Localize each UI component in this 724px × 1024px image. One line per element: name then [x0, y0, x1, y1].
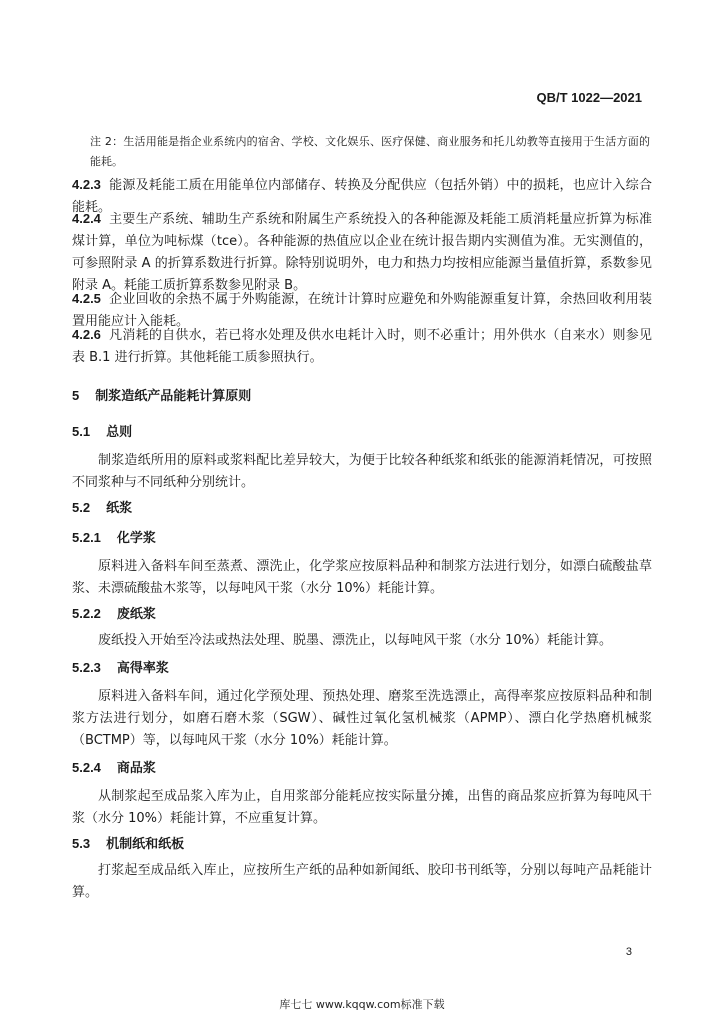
section-5-2-4-text: 从制浆起至成品浆入库为止，自用浆部分能耗应按实际量分摊，出售的商品浆应折算为每吨风干浆（水分 10%）耗能计算，不应重复计算。 [72, 789, 652, 826]
clause-number: 4.2.4 [72, 211, 101, 226]
section-5-1-heading [72, 422, 132, 443]
section-title: 总则 [106, 425, 133, 440]
clause-text: 凡消耗的自供水，若已将水处理及供水电耗计入时，则不必重计；用外供水（自来水）则参见表 B.1 进行折算。其他耗能工质参照执行。 [72, 328, 652, 365]
page-number: 3 [625, 946, 632, 958]
section-5-2-3-heading [72, 658, 169, 679]
section-number: 5.2.1 [72, 530, 101, 545]
section-number: 5.1 [72, 424, 91, 439]
section-title: 废纸浆 [116, 607, 156, 622]
standard-code: QB/T 1022—2021 [536, 90, 642, 105]
section-title: 商品浆 [116, 761, 156, 776]
clause-number: 4.2.6 [72, 327, 101, 342]
section-5-2-heading [72, 498, 132, 519]
clause-number: 4.2.5 [72, 291, 101, 306]
section-5-3-heading [72, 834, 184, 855]
section-5-2-2-text: 废纸投入开始至冷法或热法处理、脱墨、漂洗止，以每吨风干浆（水分 10%）耗能计算。 [98, 633, 613, 648]
section-number: 5.3 [72, 836, 91, 851]
section-title: 高得率浆 [116, 661, 169, 676]
section-title: 制浆造纸产品能耗计算原则 [95, 389, 252, 404]
clause-number: 4.2.3 [72, 177, 101, 192]
section-title: 化学浆 [116, 531, 156, 546]
clause-text: 能源及耗能工质在用能单位内部储存、转换及分配供应（包括外销）中的损耗，也应计入综合能耗。 [72, 178, 652, 215]
section-5-2-3-text: 原料进入备料车间，通过化学预处理、预热处理、磨浆至洗选漂止，高得率浆应按原料品种和制浆方法进行划分，如磨石磨木浆（SGW）、碱性过氧化氢机械浆（APMP）、漂白化学热磨机械浆（BCTMP）等，以每吨风干浆（水分 10%）耗能计算。 [72, 689, 652, 748]
footer-watermark: 库七七 www.kqqw.com标准下载 [279, 998, 445, 1011]
section-number: 5.2.4 [72, 760, 101, 775]
section-5-heading [72, 386, 251, 407]
clause-4-2-4 [72, 208, 652, 297]
section-number: 5 [72, 388, 80, 403]
section-number: 5.2.2 [72, 606, 101, 621]
section-title: 机制纸和纸板 [106, 837, 185, 852]
section-number: 5.2 [72, 500, 91, 515]
section-number: 5.2.3 [72, 660, 101, 675]
clause-text: 主要生产系统、辅助生产系统和附属生产系统投入的各种能源及耗能工质消耗量应折算为标准煤计算，单位为吨标煤（tce）。各种能源的热值应以企业在统计报告期内实测值为准。无实测值的，可参照附录 A 的折算系数进行折算。除特别说明外，电力和热力均按相应能源当量值折算，系数参见附录 A。耗能工质折算系数参见附录 B。 [72, 212, 652, 293]
clause-text: 企业回收的余热不属于外购能源，在统计计算时应避免和外购能源重复计算，余热回收利用装置用能应计入能耗。 [72, 292, 652, 329]
section-5-2-2-heading [72, 604, 156, 625]
section-5-2-1-text: 原料进入备料车间至蒸煮、漂洗止，化学浆应按原料品种和制浆方法进行划分，如漂白硫酸盐草浆、未漂硫酸盐木浆等，以每吨风干浆（水分 10%）耗能计算。 [72, 559, 652, 596]
note-text: 生活用能是指企业系统内的宿舍、学校、文化娱乐、医疗保健、商业服务和托儿幼教等直接用于生活方面的能耗。 [90, 135, 651, 168]
section-title: 纸浆 [106, 501, 133, 516]
note-2 [90, 132, 650, 172]
clause-4-2-6 [72, 324, 652, 369]
section-5-1-text: 制浆造纸所用的原料或浆料配比差异较大，为便于比较各种纸浆和纸张的能源消耗情况，可按照不同浆种与不同纸种分别统计。 [72, 453, 652, 490]
section-5-2-1-heading [72, 528, 156, 549]
section-5-3-text: 打浆起至成品纸入库止，应按所生产纸的品种如新闻纸、胶印书刊纸等，分别以每吨产品耗能计算。 [72, 863, 652, 900]
section-5-2-4-heading [72, 758, 156, 779]
note-label: 注 2： [90, 135, 124, 148]
